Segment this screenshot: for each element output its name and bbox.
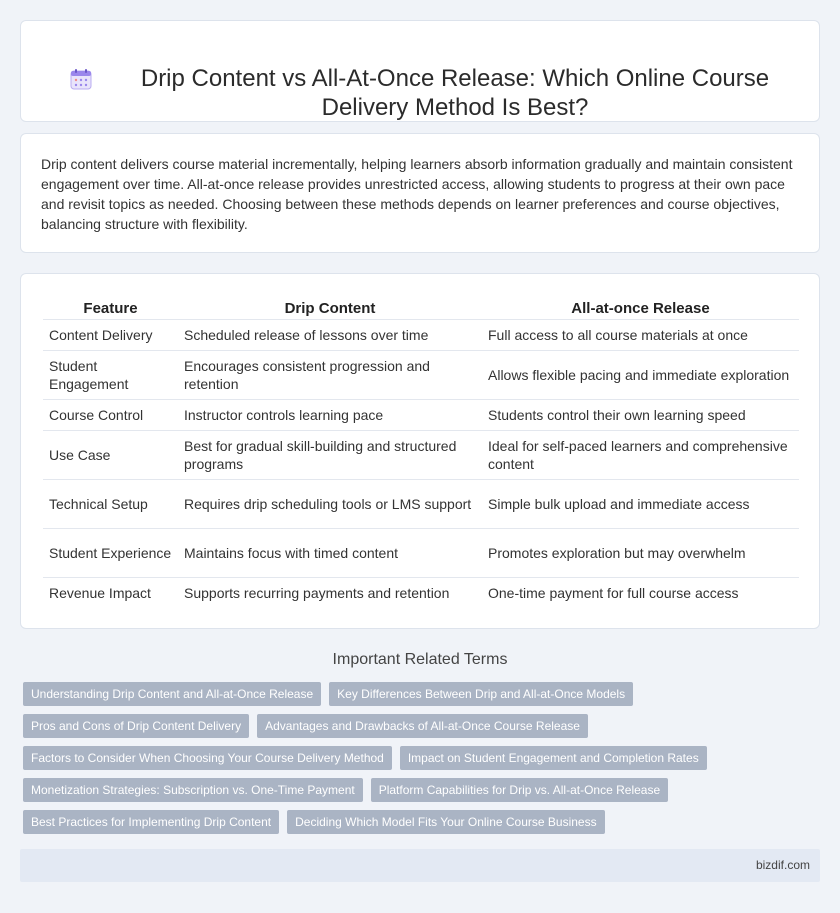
header-feature: Feature: [83, 300, 138, 317]
related-term-tag[interactable]: Advantages and Drawbacks of All-at-Once Course Release: [257, 714, 588, 738]
header-all-at-once: All-at-once Release: [571, 300, 710, 317]
row-feature: Revenue Impact: [43, 577, 178, 608]
row-feature: Use Case: [43, 430, 178, 479]
comparison-table: [43, 294, 799, 608]
related-term-tag[interactable]: Understanding Drip Content and All-at-Once Release: [23, 682, 321, 706]
row-feature: Student Engagement: [43, 350, 178, 399]
intro-text: Drip content delivers course material incrementally, helping learners absorb information gradually and maintain consistent engagement over time. All-at-once release provides unrestricted access, allowing students to progress at their own pace and revisit topics as needed. Choosing between these methods depends on learner preferences and course objectives, balancing structure with flexibility.: [41, 156, 793, 232]
row-drip: Encourages consistent progression and retention: [178, 350, 482, 399]
row-feature: Course Control: [43, 399, 178, 430]
related-term-tag[interactable]: Factors to Consider When Choosing Your Course Delivery Method: [23, 746, 392, 770]
footer: [20, 849, 820, 882]
related-term-tag[interactable]: Impact on Student Engagement and Completion Rates: [400, 746, 707, 770]
row-all-at-once: Allows flexible pacing and immediate exploration: [482, 350, 799, 399]
intro-card: [20, 133, 820, 253]
row-drip: Best for gradual skill-building and structured programs: [178, 430, 482, 479]
row-all-at-once: One-time payment for full course access: [482, 577, 799, 608]
table-row: [43, 350, 799, 399]
related-term-tag[interactable]: Key Differences Between Drip and All-at-Once Models: [329, 682, 633, 706]
related-term-tag[interactable]: Platform Capabilities for Drip vs. All-at-Once Release: [371, 778, 668, 802]
row-all-at-once: Simple bulk upload and immediate access: [482, 479, 799, 528]
table-row: [43, 430, 799, 479]
row-feature: Technical Setup: [43, 479, 178, 528]
table-row: [43, 528, 799, 577]
header-drip-content: Drip Content: [284, 300, 376, 317]
row-all-at-once: Full access to all course materials at once: [482, 319, 799, 350]
related-term-tag[interactable]: Deciding Which Model Fits Your Online Course Business: [287, 810, 604, 834]
table-row: [43, 399, 799, 430]
page-title: Drip Content vs All-At-Once Release: Which Online Course Delivery Method Is Best?: [140, 65, 770, 121]
related-term-tag[interactable]: Best Practices for Implementing Drip Content: [23, 810, 279, 834]
table-row: [43, 479, 799, 528]
calendar-icon: [69, 67, 93, 91]
row-drip: Requires drip scheduling tools or LMS support: [178, 479, 482, 528]
related-terms-list: [23, 682, 823, 842]
row-drip: Instructor controls learning pace: [178, 399, 482, 430]
row-feature: Content Delivery: [43, 319, 178, 350]
related-term-tag[interactable]: Monetization Strategies: Subscription vs. One-Time Payment: [23, 778, 363, 802]
related-terms-title: Important Related Terms: [332, 651, 508, 668]
row-all-at-once: Students control their own learning speed: [482, 399, 799, 430]
related-term-tag[interactable]: Pros and Cons of Drip Content Delivery: [23, 714, 249, 738]
table-row: [43, 319, 799, 350]
row-all-at-once: Promotes exploration but may overwhelm: [482, 528, 799, 577]
table-header-row: [43, 294, 799, 319]
title-card: [20, 20, 820, 122]
comparison-card: [20, 273, 820, 629]
row-feature: Student Experience: [43, 528, 178, 577]
footer-site-link[interactable]: bizdif.com: [755, 858, 810, 872]
table-row: [43, 577, 799, 608]
row-drip: Maintains focus with timed content: [178, 528, 482, 577]
row-all-at-once: Ideal for self-paced learners and comprehensive content: [482, 430, 799, 479]
row-drip: Scheduled release of lessons over time: [178, 319, 482, 350]
row-drip: Supports recurring payments and retention: [178, 577, 482, 608]
